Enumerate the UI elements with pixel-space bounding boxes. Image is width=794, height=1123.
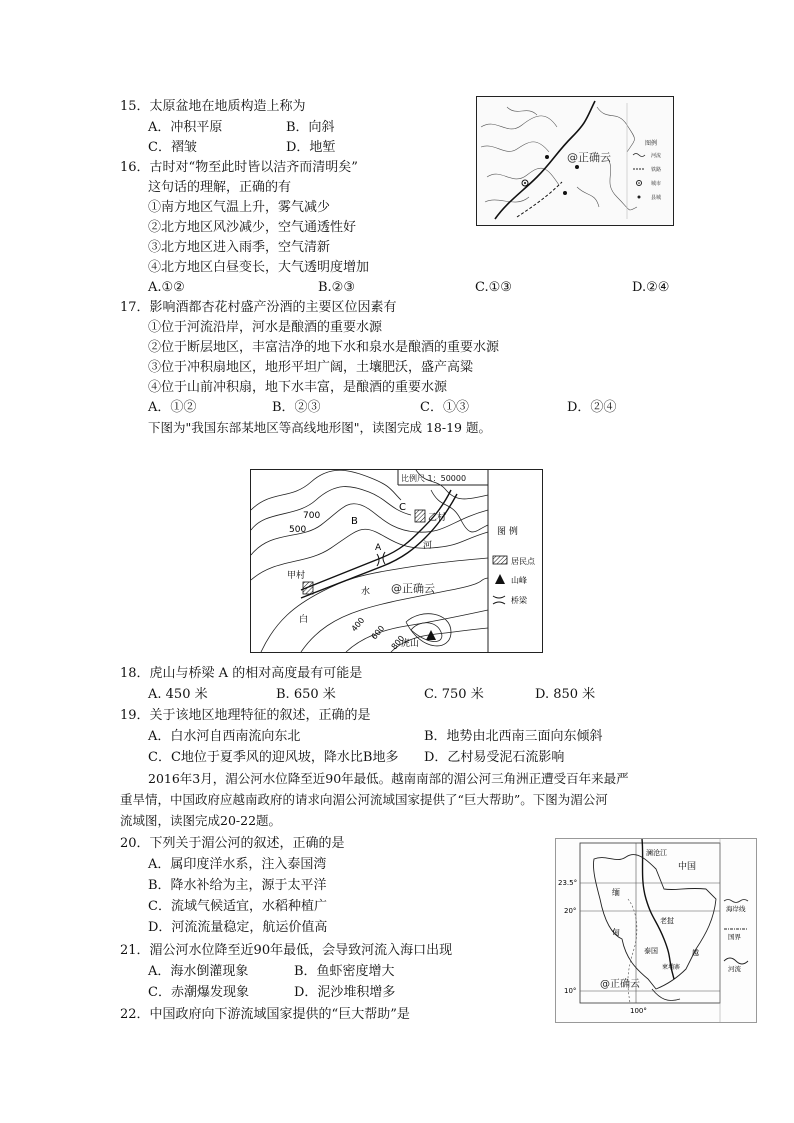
q17-statement-2: ②位于断层地区，丰富洁净的地下水和泉水是酿酒的重要水源	[148, 340, 500, 355]
q15-option-b: B．向斜	[286, 120, 335, 135]
q16-statement-3: ③北方地区进入雨季，空气清新	[148, 240, 331, 255]
q16-option-d: D.②④	[632, 280, 670, 295]
map1-label-village-yi: 乙村	[428, 513, 447, 523]
q20-option-d: D．河流流量稳定，航运价值高	[148, 920, 328, 935]
map1-label-800: 800	[389, 633, 407, 652]
q19-option-c: C．C地位于夏季风的迎风坡，降水比B地多	[148, 750, 399, 765]
taiyuan-basin-map	[476, 96, 674, 226]
q17-option-b: B．②③	[272, 400, 321, 415]
q16-statement-4: ④北方地区白昼变长，大气透明度增加	[148, 260, 370, 275]
map1-watermark: @正确云	[391, 582, 435, 595]
q21-stem: 21．湄公河水位降至近90年最低，会导致河流入海口出现	[120, 943, 453, 958]
map1-label-river-he: 河	[423, 541, 433, 551]
map2-lon-100: 100°	[630, 1007, 647, 1015]
map2-label-laos: 老挝	[660, 917, 674, 925]
q18-option-d: D. 850 米	[535, 687, 596, 702]
intro-20-22-line1: 2016年3月，湄公河水位降至近90年最低。越南南部的湄公河三角洲正遭受百年来最严	[148, 771, 629, 786]
q17-statement-1: ①位于河流沿岸，河水是酿酒的重要水源	[148, 320, 383, 335]
intro-20-22-line3: 流域图，读图完成20-22题。	[120, 813, 282, 828]
q18-option-c: C. 750 米	[424, 687, 484, 702]
q19-option-a: A．白水河自西南流向东北	[148, 729, 301, 744]
q16-stem: 16．古时对“物至此时皆以洁齐而清明矣”	[120, 160, 358, 175]
q21-option-a: A．海水倒灌现象	[148, 964, 249, 979]
q20-stem: 20．下列关于湄公河的叙述，正确的是	[120, 836, 345, 851]
q15-option-a: A．冲积平原	[148, 120, 223, 135]
map3-legend-river: 河流	[651, 153, 662, 159]
q17-stem: 17．影响酒都杏花村盛产汾酒的主要区位因素有	[120, 300, 397, 315]
map1-label-600: 600	[369, 623, 387, 642]
taiyuan-basin-map-graphic	[477, 97, 673, 225]
map2-legend-border: 国界	[728, 933, 741, 941]
map1-scale: 比例尺 1：50000	[401, 474, 467, 483]
q20-option-b: B．降水补给为主，源于太平洋	[148, 878, 327, 893]
map1-legend-settlement: 居民点	[511, 557, 535, 566]
map2-label-cambodia: 柬埔寨	[662, 964, 681, 971]
map1-label-river-shui: 水	[361, 587, 371, 597]
map1-label-river-bai: 白	[299, 615, 309, 625]
map1-label-500: 500	[289, 525, 307, 535]
map2-label-myanmar-1: 缅	[612, 888, 620, 897]
map2-lat-20: 20°	[564, 907, 577, 915]
contour-map	[250, 469, 543, 653]
q21-option-c: C．赤潮爆发现象	[148, 985, 249, 1000]
intro-20-22-line2: 重旱情，中国政府应越南政府的请求向湄公河流域国家提供了“巨大帮助”。下图为湄公河	[120, 792, 608, 807]
contour-map-graphic	[251, 470, 542, 652]
map2-legend-coast: 海岸线	[726, 905, 746, 913]
q18-option-b: B. 650 米	[276, 687, 336, 702]
q17-option-a: A．①②	[148, 400, 197, 415]
map2-watermark: @正确云	[600, 979, 640, 990]
mekong-basin-map-graphic	[556, 839, 756, 1022]
mekong-basin-map	[555, 838, 757, 1023]
map1-label-c: C	[399, 502, 406, 513]
q16-stem-cont: 这句话的理解，正确的有	[148, 180, 292, 195]
map3-legend-road: 铁路	[651, 167, 662, 173]
q17-statement-4: ④位于山前冲积扇，地下水丰富，是酿酒的重要水源	[148, 380, 448, 395]
q21-option-d: D．泥沙堆积增多	[294, 985, 396, 1000]
map1-label-village-jia: 甲村	[287, 571, 306, 581]
q20-option-a: A．属印度洋水系，注入泰国湾	[148, 857, 327, 872]
q17-statement-3: ③位于冲积扇地区，地形平坦广阔，土壤肥沃，盛产高粱	[148, 360, 474, 375]
map2-legend-river: 河流	[728, 965, 741, 973]
q15-option-d: D．地堑	[286, 140, 336, 155]
q16-statement-2: ②北方地区风沙减少，空气通透性好	[148, 220, 357, 235]
map2-lat-10: 10°	[564, 987, 577, 995]
map1-legend-title: 图 例	[497, 527, 518, 537]
map3-legend-title: 图例	[645, 140, 658, 147]
q18-stem: 18．虎山与桥梁 A 的相对高度最有可能是	[120, 666, 363, 681]
q16-option-c: C.①③	[475, 280, 512, 295]
q17-option-d: D．②④	[567, 400, 617, 415]
map1-legend-bridge: 桥梁	[511, 596, 527, 605]
q19-stem: 19．关于该地区地理特征的叙述，正确的是	[120, 708, 371, 723]
q19-option-b: B．地势由北西南三面向东倾斜	[424, 729, 603, 744]
map1-legend-peak: 山峰	[511, 576, 527, 585]
q21-option-b: B．鱼虾密度增大	[294, 964, 395, 979]
map3-watermark: @正确云	[567, 151, 611, 164]
q17-option-c: C．①③	[420, 400, 469, 415]
map3-legend-city: 城市	[651, 181, 662, 187]
intro-18-19: 下图为"我国东部某地区等高线地形图"，读图完成 18-19 题。	[148, 420, 491, 435]
q20-option-c: C．流域气候适宜，水稻种植广	[148, 899, 327, 914]
map2-label-china: 中国	[678, 862, 697, 872]
q19-option-d: D．乙村易受泥石流影响	[424, 750, 565, 765]
map1-label-bridge-a: A	[375, 543, 382, 553]
map1-label-700: 700	[303, 511, 321, 521]
q18-option-a: A. 450 米	[148, 687, 208, 702]
map3-legend-town: 县城	[651, 195, 662, 201]
map1-label-tiger-mountain: 虎山	[401, 639, 420, 649]
q22-stem: 22．中国政府向下游流域国家提供的“巨大帮助”是	[120, 1007, 410, 1022]
map2-lat-23-5: 23.5°	[558, 879, 578, 887]
q16-option-a: A.①②	[148, 280, 185, 295]
map1-label-b: B	[351, 516, 358, 527]
q15-stem: 15．太原盆地在地质构造上称为	[120, 99, 306, 114]
map2-label-thailand: 泰国	[644, 947, 658, 955]
map2-label-vietnam: 越	[692, 949, 699, 957]
map2-label-myanmar-2: 甸	[612, 928, 620, 937]
q16-option-b: B.②③	[318, 280, 355, 295]
map2-label-lancang: 澜沧江	[646, 849, 667, 857]
q15-option-c: C．褶皱	[148, 140, 197, 155]
map1-label-400: 400	[349, 615, 367, 634]
q16-statement-1: ①南方地区气温上升，雾气减少	[148, 200, 331, 215]
